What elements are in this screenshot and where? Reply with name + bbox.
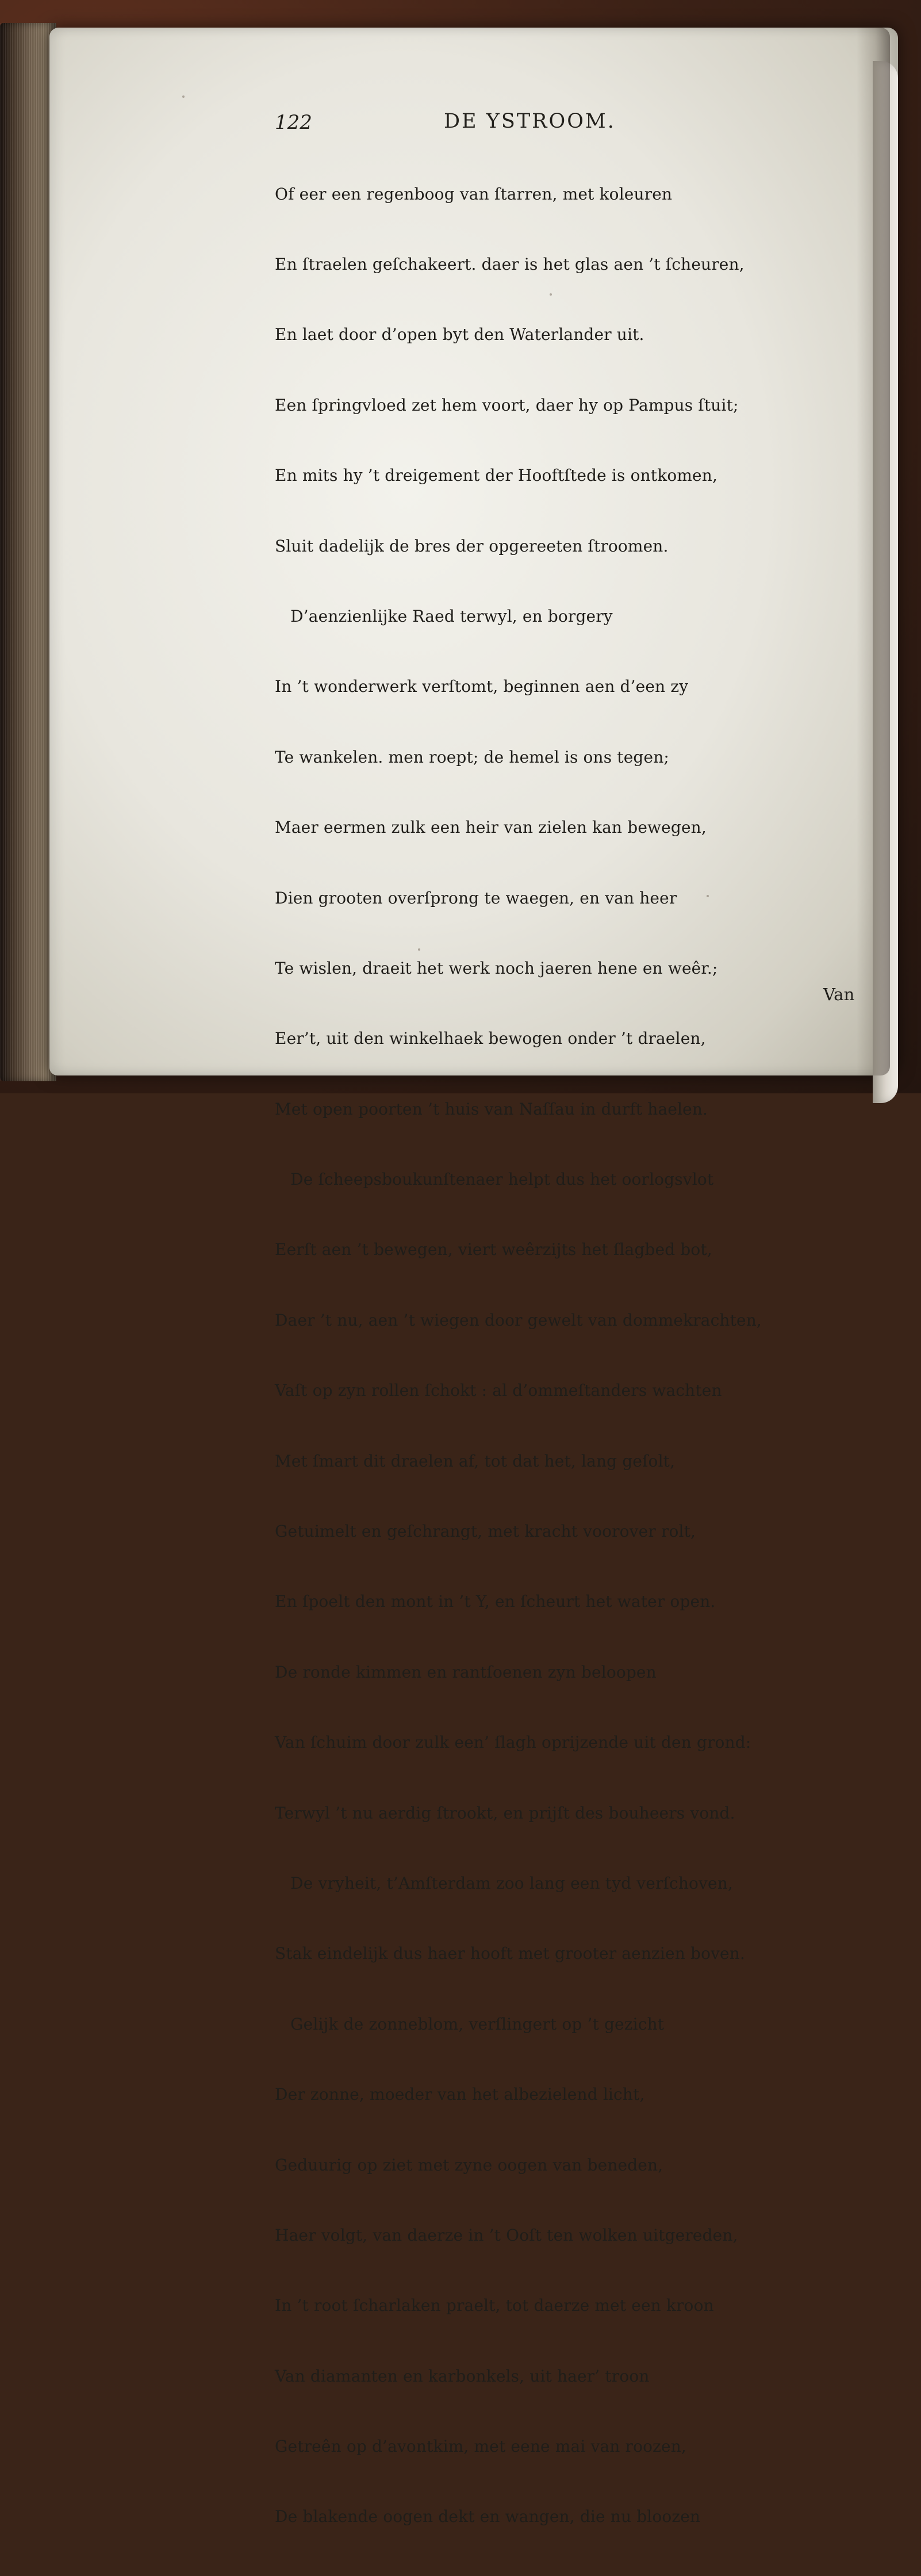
poem-line: De ronde kimmen en rantſoenen zyn beloopen (275, 1662, 657, 1682)
running-title: DE YSTROOM. (444, 110, 616, 133)
poem-line: Terwyl ’t nu aerdig ſtrookt, en prijſt des bouheers vond. (275, 1803, 735, 1823)
poem-line: Der zonne, moeder van het albezielend licht, (275, 2085, 645, 2104)
poem-line: D’aenzienlijke Raed terwyl, en borgery (275, 606, 613, 626)
poem-line: In ’t wonderwerk verſtomt, beginnen aen d’een zy (275, 677, 689, 696)
poem-line: Haer volgt, van daerze in ’t Ooſt ten wolken uitgereden, (275, 2225, 738, 2245)
poem-line: Maer eermen zulk een heir van zielen kan bewegen, (275, 818, 707, 837)
page-number: 122 (275, 111, 312, 134)
poem-line: Getuimelt en geſchrangt, met kracht voorover rolt, (275, 1522, 696, 1541)
page-edge-stack (0, 23, 56, 1081)
poem-line: Te wislen, draeit het werk noch jaeren hene en weêr.; (275, 958, 718, 978)
poem-line: Gelijk de zonneblom, verſlingert op ’t gezicht (275, 2014, 665, 2034)
paper-speck (182, 95, 185, 98)
book-page (49, 28, 898, 2527)
poem-line: Daer ’t nu, aen ’t wiegen door gewelt van dommekrachten, (275, 1310, 762, 1330)
poem-line: Dien grooten overſprong te waegen, en van heer (275, 888, 677, 908)
poem-line: Sluit dadelijk de bres der opgereeten ſtroomen. (275, 536, 669, 556)
poem-line: En ſpoelt den mont in ’t Y, en ſcheurt het water open. (275, 1592, 716, 1612)
poem-text (275, 136, 884, 2576)
poem-line: Of eer een regenboog van ſtarren, met koleuren (275, 184, 673, 204)
poem-line: Van ſchuim door zulk een’ ſlagh oprijzende uit den grond: (275, 1733, 751, 1752)
running-header (275, 109, 734, 136)
poem-line: En mits hy ’t dreigement der Hooftſtede is ontkomen, (275, 466, 717, 485)
poem-line: Van diamanten en karbonkels, uit haer’ troon (275, 2366, 650, 2386)
poem-line: En laet door d’open byt den Waterlander uit. (275, 325, 644, 345)
catchword: Van (823, 985, 855, 1004)
poem-line: Getreên op d’avontkim, met eene mai van roozen, (275, 2437, 686, 2456)
poem-line: En ſtraelen geſchakeert. daer is het glas aen ’t ſcheuren, (275, 254, 745, 274)
poem-line: Een ſpringvloed zet hem voort, daer hy op Pampus ſtuit; (275, 395, 739, 415)
poem-line: Eer’t, uit den winkelhaek bewogen onder ’t draelen, (275, 1029, 706, 1048)
poem-line: Stak eindelijk dus haer hooft met grooter aenzien boven. (275, 1944, 745, 1963)
poem-line: Met open poorten ’t huis van Naſſau in durft haelen. (275, 1099, 708, 1119)
poem-line: Te wankelen. men roept; de hemel is ons tegen; (275, 747, 669, 767)
poem-line: De vryheit, t’Amſterdam zoo lang een tyd verſchoven, (275, 1873, 733, 1893)
poem-line: De ſcheepsboukunſtenaer helpt dus het oorlogsvlot (275, 1170, 714, 1189)
poem-line: Eerſt aen ’t bewegen, viert weêrzijts het ſlagbed bot, (275, 1240, 712, 1260)
poem-line: In ’t root ſcharlaken praelt, tot daerze met een kroon (275, 2296, 714, 2315)
poem-line: Met ſmart dit draelen af, tot dat het, lang geſolt, (275, 1451, 676, 1471)
poem-line: De blakende oogen dekt en wangen, die nu bloozen (275, 2507, 701, 2527)
poem-line: Geduurig op ziet met zyne oogen van beneden, (275, 2155, 663, 2175)
poem-line: Vaſt op zyn rollen ſchokt : al d’ommeſtanders wachten (275, 1381, 722, 1400)
